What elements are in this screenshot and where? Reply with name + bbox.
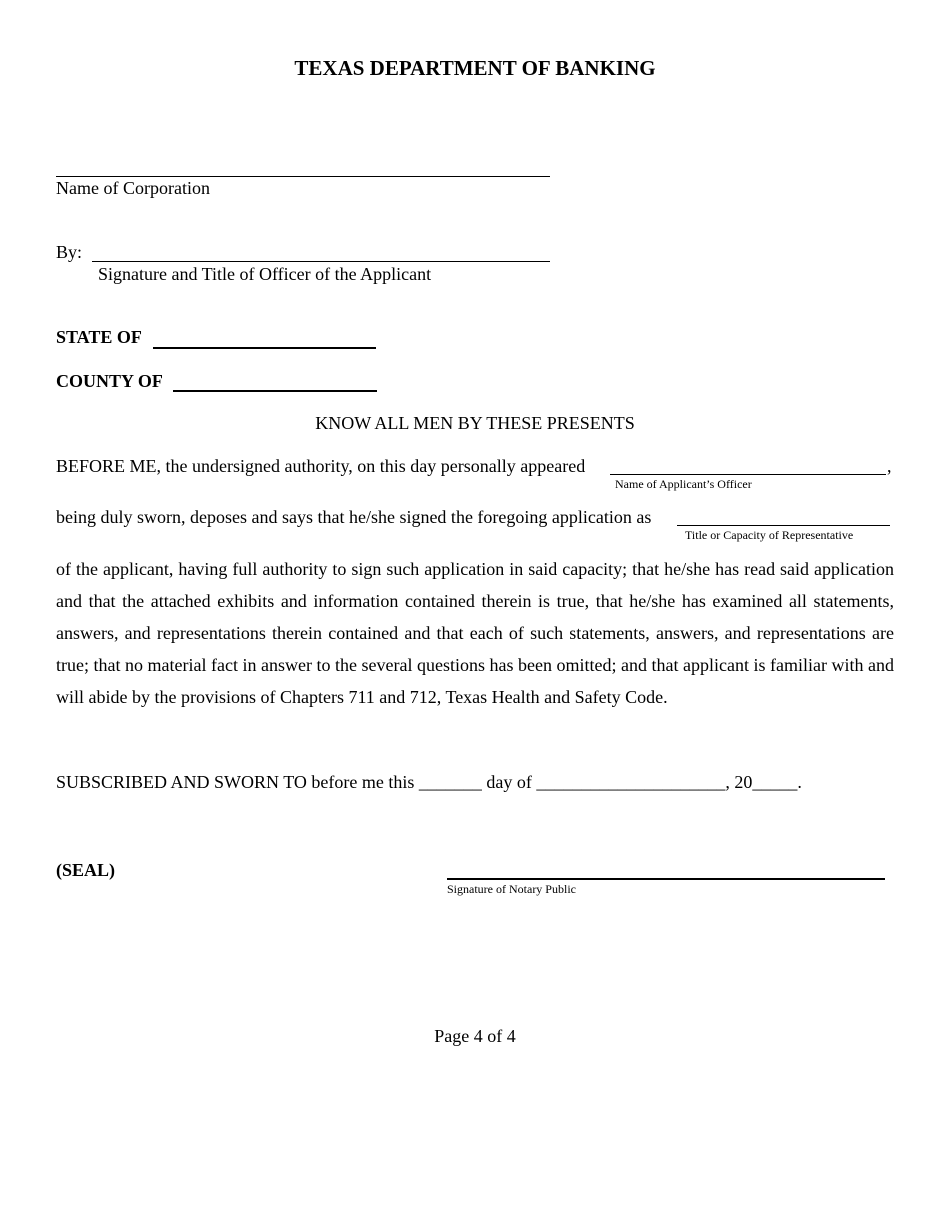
before-me-comma: , bbox=[887, 456, 892, 476]
representative-title-field[interactable] bbox=[677, 525, 890, 526]
know-all-men-heading: KNOW ALL MEN BY THESE PRESENTS bbox=[315, 413, 635, 433]
page-title: TEXAS DEPARTMENT OF BANKING bbox=[294, 56, 656, 80]
seal-label: (SEAL) bbox=[56, 860, 116, 880]
county-field[interactable] bbox=[173, 390, 377, 392]
sworn-text: being duly sworn, deposes and says that he/she signed the foregoing application as bbox=[56, 507, 652, 527]
jurat-text: SUBSCRIBED AND SWORN TO before me this _______ day of _____________________, 20_____. bbox=[56, 772, 802, 792]
notary-signature-field[interactable] bbox=[447, 878, 885, 880]
by-label: By: bbox=[56, 242, 83, 262]
notary-signature-caption: Signature of Notary Public bbox=[447, 882, 576, 896]
state-field[interactable] bbox=[153, 347, 376, 349]
applicant-officer-field[interactable] bbox=[610, 474, 886, 475]
before-me-text: BEFORE ME, the undersigned authority, on this day personally appeared bbox=[56, 456, 586, 476]
officer-signature-field[interactable] bbox=[92, 261, 550, 262]
state-label: STATE OF bbox=[56, 327, 142, 347]
county-label: COUNTY OF bbox=[56, 371, 163, 391]
applicant-officer-caption: Name of Applicant’s Officer bbox=[615, 477, 752, 491]
page-number: Page 4 of 4 bbox=[434, 1026, 516, 1046]
oath-body-paragraph bbox=[56, 553, 894, 713]
corporation-name-label: Name of Corporation bbox=[56, 178, 210, 198]
corporation-name-field[interactable] bbox=[56, 176, 550, 177]
oath-body-text: of the applicant, having full authority to sign such application in said capacity; that he/she has read said application and that the attached exhibits and information contained therein is true, that he/she has examined all statements, answers, and representations therein contained and that each of such statements, answers, and representations are true; that no material fact in answer to the several questions has been omitted; and that applicant is familiar with and will abide by the provisions of Chapters 711 and 712, Texas Health and Safety Code. bbox=[56, 559, 894, 707]
representative-title-caption: Title or Capacity of Representative bbox=[685, 528, 854, 542]
officer-signature-caption: Signature and Title of Officer of the Applicant bbox=[98, 264, 432, 284]
